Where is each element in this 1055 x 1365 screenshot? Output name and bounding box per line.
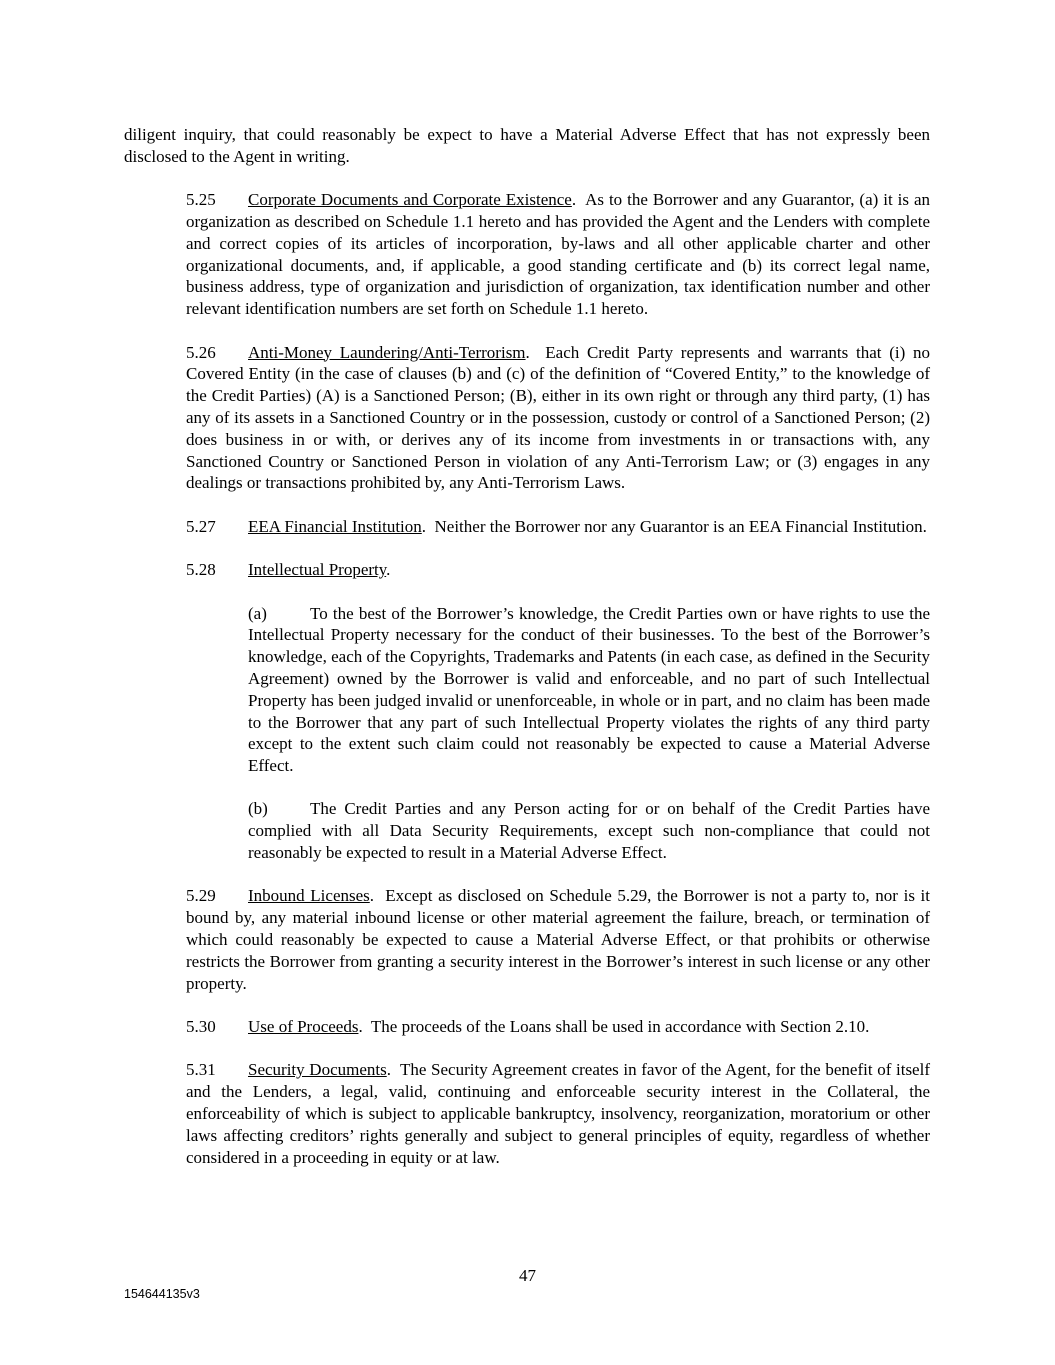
section-body: The Security Agreement creates in favor of the Agent, for the benefit of itself and the Lenders, a legal, valid, continuing and enforceable security interest in the Collateral, the enforceability of which is subject to applicable bankruptcy, insolvency, reorganization, moratorium or other laws affecting creditors’ rights generally and subject to general principles of equity, regardless of whether considered in a proceeding in equity or at law.	[186, 1060, 930, 1167]
section-number: 5.27	[186, 516, 216, 536]
subsection-b	[124, 798, 930, 863]
subsection-label: (a)	[248, 603, 267, 623]
section-heading: EEA Financial Institution	[248, 516, 422, 536]
section-5-25: 5.25 Corporate Documents and Corporate Existence. As to the Borrower and any Guarantor, (a) it is an organization as described on Schedule 1.1 hereto and has provided the Agent and the Lenders with complete and correct copies of its articles of incorporation, by-laws and all other applicable charter and other organizational documents, and, if applicable, a good standing certificate and (b) its correct legal name, business address, type of organization and jurisdiction of organization, tax identification number and other relevant identification numbers are set forth on Schedule 1.1 hereto.	[186, 190, 930, 319]
section-5-27: 5.27 EEA Financial Institution. Neither the Borrower nor any Guarantor is an EEA Financial Institution.	[186, 516, 927, 536]
intro-paragraph: diligent inquiry, that could reasonably be expect to have a Material Adverse Effect that has not expressly been disclosed to the Agent in writing.	[124, 125, 930, 166]
document-id: 154644135v3	[124, 1287, 200, 1301]
section-heading: Anti-Money Laundering/Anti-Terrorism	[248, 342, 526, 362]
subsection-a	[124, 603, 930, 777]
section-body: As to the Borrower and any Guarantor, (a) it is an organization as described on Schedule 1.1 hereto and has provided the Agent and the Lenders with complete and correct copies of its articles of incorporation, by-laws and all other applicable charter and other organizational documents, and, if applicable, a good standing certificate and (b) its correct legal name, business address, type of organization and jurisdiction of organization, tax identification number and other relevant identification numbers are set forth on Schedule 1.1 hereto.	[186, 190, 930, 319]
section-5-31: 5.31 Security Documents. The Security Agreement creates in favor of the Agent, for the benefit of itself and the Lenders, a legal, valid, continuing and enforceable security interest in the Collateral, the enforceability of which is subject to applicable bankruptcy, insolvency, reorganization, moratorium or other laws affecting creditors’ rights generally and subject to general principles of equity, regardless of whether considered in a proceeding in equity or at law.	[186, 1060, 930, 1167]
section-heading: Security Documents	[248, 1060, 387, 1080]
section-body: Neither the Borrower nor any Guarantor is an EEA Financial Institution.	[434, 516, 927, 536]
section-heading: Corporate Documents and Corporate Existence	[248, 190, 572, 210]
document-body	[124, 124, 930, 1190]
section-5-29: 5.29 Inbound Licenses. Except as disclosed on Schedule 5.29, the Borrower is not a party to, nor is it bound by, any material inbound license or other material agreement the failure, breach, or termination of which could reasonably be expected to cause a Material Adverse Effect, or that prohibits or otherwise restricts the Borrower from granting a security interest in the Borrower’s interest in such license or any other property.	[186, 886, 931, 993]
section-number: 5.31	[186, 1060, 216, 1080]
section-body: The proceeds of the Loans shall be used in accordance with Section 2.10.	[370, 1017, 870, 1037]
subsection-text: To the best of the Borrower’s knowledge, the Credit Parties own or have rights to use the Intellectual Property necessary for the conduct of their businesses. To the best of the Borrower’s knowledge, each of the Copyrights, Trademarks and Patents (in each case, as defined in the Security Agreement) owned by the Borrower is valid and enforceable, and no part of such Intellectual Property has been judged invalid or unenforceable, in whole or in part, and no claim has been made to the Borrower that any part of such Intellectual Property violates the rights of any third party except to the extent such claim could not reasonably be expected to cause a Material Adverse Effect.	[248, 603, 930, 776]
section-body: Each Credit Party represents and warrants that (i) no Covered Entity (in the case of clauses (b) and (c) of the definition of “Covered Entity,” to the knowledge of the Credit Parties) (A) is a Sanctioned Person; (B), either in its own right or through any third party, (1) has any of its assets in a Sanctioned Country or in the possession, custody or control of a Sanctioned Person; (2) does business in or with, or derives any of its income from investments in or transactions with, any Sanctioned Country or Sanctioned Person in violation of any Anti-Terrorism Law; or (3) engages in any dealings or transactions prohibited by, any Anti-Terrorism Laws.	[186, 342, 930, 493]
section-body: Except as disclosed on Schedule 5.29, the Borrower is not a party to, nor is it bound by, any material inbound license or other material agreement the failure, breach, or termination of which could reasonably be expected to cause a Material Adverse Effect, or that prohibits or otherwise restricts the Borrower from granting a security interest in the Borrower’s interest in such license or any other property.	[186, 886, 931, 993]
section-number: 5.29	[186, 886, 216, 906]
section-heading: Inbound Licenses	[248, 886, 370, 906]
section-heading: Intellectual Property	[248, 560, 387, 580]
subsection-text: The Credit Parties and any Person acting for or on behalf of the Credit Parties have complied with all Data Security Requirements, except such non-compliance that could not reasonably be expected to result in a Material Adverse Effect.	[248, 799, 930, 863]
section-heading: Use of Proceeds	[248, 1017, 359, 1037]
section-5-30: 5.30 Use of Proceeds. The proceeds of the Loans shall be used in accordance with Section 2.10.	[186, 1017, 870, 1037]
subsection-label: (b)	[248, 799, 268, 819]
section-number: 5.28	[186, 560, 216, 580]
section-number: 5.25	[186, 190, 216, 210]
section-number: 5.26	[186, 342, 216, 362]
page-number: 47	[519, 1266, 536, 1285]
section-number: 5.30	[186, 1017, 216, 1037]
section-5-26: 5.26 Anti-Money Laundering/Anti-Terrorism. Each Credit Party represents and warrants that (i) no Covered Entity (in the case of clauses (b) and (c) of the definition of “Covered Entity,” to the knowledge of the Credit Parties) (A) is a Sanctioned Person; (B), either in its own right or through any third party, (1) has any of its assets in a Sanctioned Country or in the possession, custody or control of a Sanctioned Person; (2) does business in or with, or derives any of its income from investments in or transactions with, any Sanctioned Country or Sanctioned Person in violation of any Anti-Terrorism Law; or (3) engages in any dealings or transactions prohibited by, any Anti-Terrorism Laws.	[186, 342, 930, 493]
section-5-28: 5.28 Intellectual Property.	[186, 560, 391, 580]
